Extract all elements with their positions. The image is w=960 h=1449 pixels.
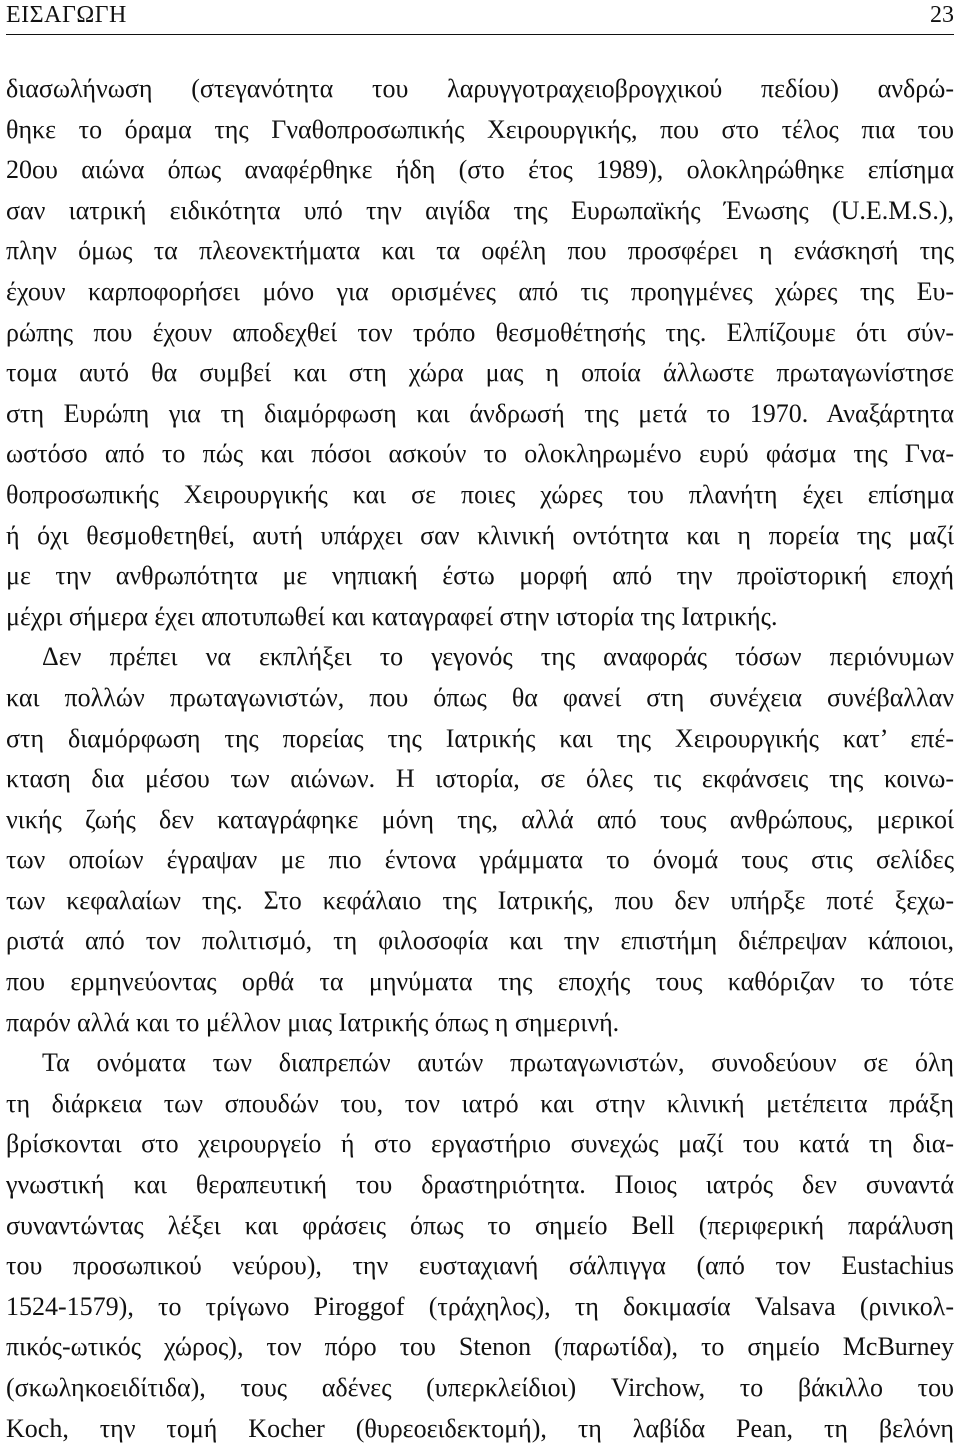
text-line: τομα αυτό θα συμβεί και στη χώρα μας η οποία άλλωστε πρωταγωνίστησε (6, 358, 954, 388)
text-line: Koch, την τομή Kocher (θυρεοειδεκτομή), τη λαβίδα Pean, τη βελόνη (6, 1413, 954, 1443)
text-line: μέχρι σήμερα έχει αποτυπωθεί και καταγραφεί στην ιστορία της Ιατρικής. (6, 601, 778, 631)
text-line: και πολλών πρωταγωνιστών, που όπως θα φανεί στη συνέχεια συνέβαλλαν (6, 682, 954, 712)
text-line: ρώπης που έχουν αποδεχθεί τον τρόπο θεσμοθέτησής της. Ελπίζουμε ότι σύν- (6, 317, 954, 347)
text-line: με την ανθρωπότητα με νηπιακή έστω μορφή από την προϊστορική εποχή (6, 561, 954, 591)
text-line: έχουν καρποφορήσει μόνο για ορισμένες από τις προηγμένες χώρες της Ευ- (6, 276, 954, 306)
text-line: 20ου αιώνα όπως αναφέρθηκε ήδη (στο έτος 1989), ολοκληρώθηκε επίσημα (6, 155, 954, 185)
text-line: Δεν πρέπει να εκπλήξει το γεγονός της αναφοράς τόσων περιόνυμων (42, 642, 954, 672)
text-line: σαν ιατρική ειδικότητα υπό την αιγίδα της Ευρωπαϊκής Ένωσης (U.E.M.S.), (6, 195, 954, 225)
body-text (6, 69, 954, 1449)
text-line: στη διαμόρφωση της πορείας της Ιατρικής και της Χειρουργικής κατ’ επέ- (6, 723, 954, 753)
running-header (6, 0, 954, 30)
text-line: του προσωπικού νεύρου), την ευσταχιανή σάλπιγγα (από τον Eustachius (6, 1251, 954, 1281)
text-line: Τα ονόματα των διαπρεπών αυτών πρωταγωνιστών, συνοδεύουν σε όλη (42, 1048, 954, 1078)
text-line: πικός-ωτικός χώρος), τον πόρο του Stenon (παρωτίδα), το σημείο McBurney (6, 1332, 954, 1362)
text-line: ωστόσο από το πώς και πόσοι ασκούν το ολοκληρωμένο ευρύ φάσμα της Γνα- (6, 439, 954, 469)
page-number: 23 (930, 2, 954, 28)
text-line: συναντώντας λέξει και φράσεις όπως το σημείο Bell (περιφερική παράλυση (6, 1210, 954, 1240)
text-line: κταση δια μέσου των αιώνων. Η ιστορία, σε όλες τις εκφάνσεις της κοινω- (6, 764, 954, 794)
text-line: που ερμηνεύοντας ορθά τα μηνύματα της εποχής τους καθόριζαν το τότε (6, 967, 954, 997)
text-line: στη Ευρώπη για τη διαμόρφωση και άνδρωσή της μετά το 1970. Αναξάρτητα (6, 398, 954, 428)
text-line: πλην όμως τα πλεονεκτήματα και τα οφέλη που προσφέρει η ενάσκησή της (6, 236, 954, 266)
text-line: βρίσκονται στο χειρουργείο ή στο εργαστήριο συνεχώς μαζί του κατά τη δια- (6, 1129, 954, 1159)
text-line: των κεφαλαίων της. Στο κεφάλαιο της Ιατρικής, που δεν υπήρξε ποτέ ξεχω- (6, 885, 954, 915)
text-line: των οποίων έγραψαν με πιο έντονα γράμματα το όνομά τους στις σελίδες (6, 845, 954, 875)
text-line: ριστά από τον πολιτισμό, τη φιλοσοφία και την επιστήμη διέπρεψαν κάποιοι, (6, 926, 954, 956)
text-line: ή όχι θεσμοθετηθεί, αυτή υπάρχει σαν κλινική οντότητα και η πορεία της μαζί (6, 520, 954, 550)
text-line: θοπροσωπικής Χειρουργικής και σε ποιες χώρες του πλανήτη έχει επίσημα (6, 479, 954, 509)
text-line: τη διάρκεια των σπουδών του, τον ιατρό και στην κλινική μετέπειτα πράξη (6, 1088, 954, 1118)
text-line: θηκε το όραμα της Γναθοπροσωπικής Χειρουργικής, που στο τέλος πια του (6, 114, 954, 144)
text-line: παρόν αλλά και το μέλλον μιας Ιατρικής όπως η σημερινή. (6, 1007, 620, 1037)
text-line: γνωστική και θεραπευτική του δραστηριότητα. Ποιος ιατρός δεν συναντά (6, 1170, 954, 1200)
text-line: (σκωληκοειδίτιδα), τους αδένες (υπερκλείδιοι) Virchow, το βάκιλλο του (6, 1373, 954, 1402)
header-rule (6, 34, 954, 35)
text-line: διασωλήνωση (στεγανότητα του λαρυγγοτραχειοβρογχικού πεδίου) ανδρώ- (6, 74, 954, 103)
text-line: 1524-1579), το τρίγωνο Piroggof (τράχηλος), τη δοκιμασία Valsava (ρινικολ- (6, 1291, 954, 1321)
text-line: νικής ζωής δεν καταγράφηκε μόνη της, αλλά από τους ανθρώπους, μερικοί (6, 804, 954, 834)
running-title: ΕΙΣΑΓΩΓΗ (6, 2, 127, 28)
